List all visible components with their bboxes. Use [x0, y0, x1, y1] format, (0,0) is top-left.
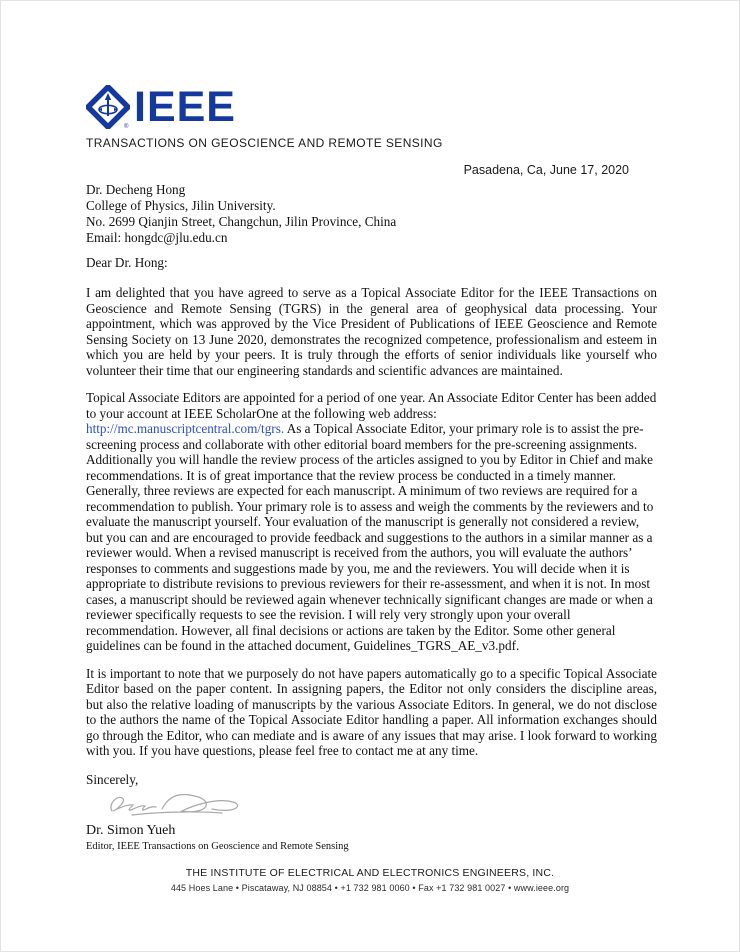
signature-image	[102, 789, 657, 819]
recipient-email: Email: hongdc@jlu.edu.cn	[86, 230, 228, 245]
registered-mark: ®	[124, 124, 129, 129]
paragraph-duties-intro: Topical Associate Editors are appointed for a period of one year. An Associate Editor Center has been added to your account at IEEE ScholarOne at the following web address:	[86, 390, 657, 421]
recipient-address-block	[86, 182, 657, 246]
recipient-name: Dr. Decheng Hong	[86, 182, 186, 197]
ieee-masthead	[86, 85, 657, 129]
recipient-street-address: No. 2699 Qianjin Street, Changchun, Jilin Province, China	[86, 214, 397, 229]
signer-name: Dr. Simon Yueh	[86, 822, 176, 838]
salutation: Dear Dr. Hong:	[86, 255, 168, 270]
paragraph-duties	[86, 390, 657, 654]
paragraph-duties-rest: As a Topical Associate Editor, your primary role is to assist the pre-screening process and collaborate with other editorial board members for the pre-screening assignments. Additionally you will handle the review process of the articles assigned to you by Editor in Chief and make recommendations. It is of great importance that the review process be conducted in a timely manner. Generally, three reviews are expected for each manuscript. A minimum of two reviews are required for a recommendation to publish. Your primary role is to assess and weigh the comments by the reviewers and to evaluate the manuscript yourself. Your evaluation of the manuscript is generally not considered a review, but you can and are encouraged to provide feedback and suggestions to the authors in a similar manner as a reviewer would. When a revised manuscript is received from the authors, you will evaluate the authors’ responses to comments and suggestions made by you, me and the reviewers. You will decide when it is appropriate to distribute revisions to previous reviewers for their re-assessment, and when it is not. In most cases, a manuscript should be reviewed again whenever technically significant changes are made or when a reviewer specifically requests to see the revision. I will rely very strongly upon your overall recommendation. However, all final decisions or actions are taken by the Editor. Some other general guidelines can be found in the attached document, Guidelines_TGRS_AE_v3.pdf.	[86, 421, 654, 653]
ieee-wordmark: IEEE	[134, 83, 236, 131]
manuscriptcentral-link[interactable]: http://mc.manuscriptcentral.com/tgrs.	[86, 421, 285, 436]
footer-organization: THE INSTITUTE OF ELECTRICAL AND ELECTRONICS ENGINEERS, INC.	[185, 867, 555, 879]
journal-title: TRANSACTIONS ON GEOSCIENCE AND REMOTE SENSING	[86, 136, 443, 150]
footer-contact-info: 445 Hoes Lane • Piscataway, NJ 08854 • +1 732 981 0060 • Fax +1 732 981 0027 • www.ieee.org	[170, 883, 570, 893]
paragraph-assignment-policy: It is important to note that we purposely do not have papers automatically go to a specific Topical Associate Editor based on the paper content. In assigning papers, the Editor not only considers the discipline areas, but also the relative loading of manuscripts by the various Associate Editors. In general, we do not disclose to the authors the name of the Topical Associate Editor handling a paper. All information exchanges should go through the Editor, who can mediate and is aware of any issues that may arise. I look forward to working with you. If you have questions, please feel free to contact me at any time.	[86, 665, 657, 758]
recipient-affiliation: College of Physics, Jilin University.	[86, 198, 276, 213]
letterhead-footer	[1, 867, 739, 893]
closing: Sincerely,	[86, 771, 139, 787]
paragraph-appointment: I am delighted that you have agreed to serve as a Topical Associate Editor for the IEEE Transactions on Geoscience and Remote Sensing (TGRS) in the general area of geophysical data processing. Your appointment, which was approved by the Vice President of Publications of IEEE Geoscience and Remote Sensing Society on 13 June 2020, demonstrates the recognized competence, professionalism and esteem in which you are held by your peers. It is truly through the efforts of senior individuals like yourself who volunteer their time that our engineering standards and scientific advances are maintained.	[86, 285, 657, 378]
ieee-diamond-emblem-icon	[86, 85, 130, 129]
signer-title: Editor, IEEE Transactions on Geoscience and Remote Sensing	[86, 840, 349, 852]
dateline: Pasadena, Ca, June 17, 2020	[463, 163, 629, 177]
